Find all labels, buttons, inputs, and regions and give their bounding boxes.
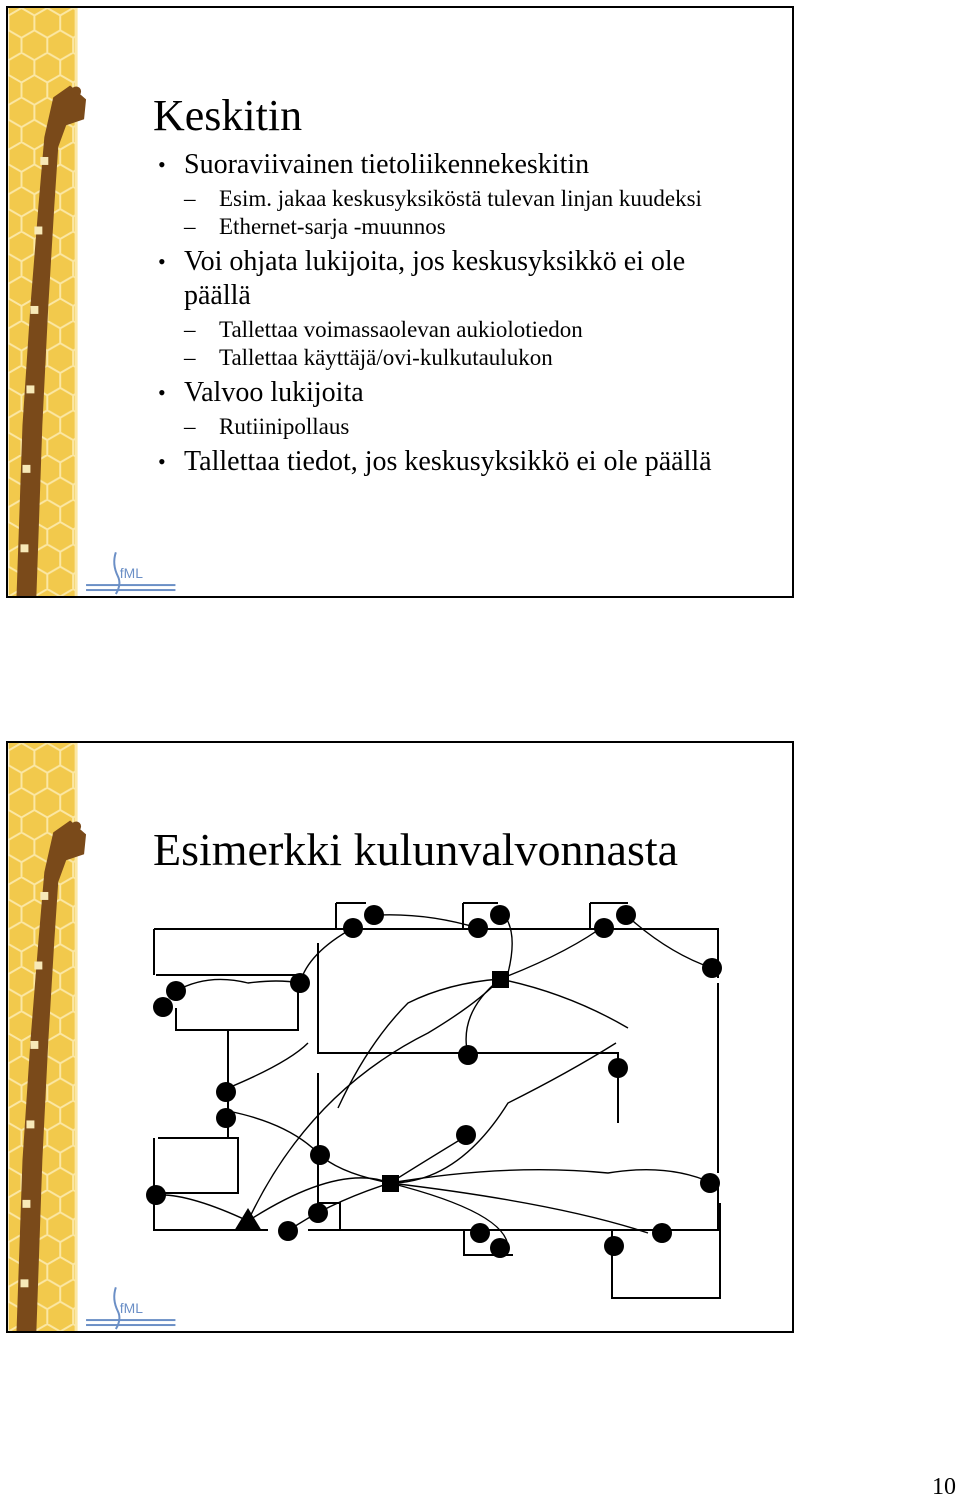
fml-logo	[86, 552, 175, 594]
hub-icon	[382, 1175, 399, 1192]
card-reader-icon	[700, 1173, 720, 1193]
central-unit-icon	[234, 1208, 262, 1231]
sub-bullet-item: – Tallettaa käyttäjä/ovi-kulkutaulukon	[184, 344, 758, 372]
card-reader-icon	[343, 918, 363, 938]
sub-bullet-list	[184, 413, 758, 441]
svg-text:fML: fML	[119, 565, 143, 582]
floorplan-walls	[154, 903, 720, 1298]
card-reader-icon	[216, 1108, 236, 1128]
bullet-text: Suoraviivainen tietoliikennekeskitin	[184, 149, 590, 180]
sub-bullet-list	[184, 185, 758, 241]
card-reader-icon	[490, 905, 510, 925]
slide-keskitin	[6, 6, 794, 598]
readers	[146, 905, 722, 1258]
bullet-item	[158, 445, 758, 479]
card-reader-icon	[490, 1238, 510, 1258]
sub-bullet-item: – Ethernet-sarja -muunnos	[184, 213, 758, 241]
hubs	[234, 971, 509, 1231]
bullet-item	[158, 245, 758, 372]
bullet-text: Valvoo lukijoita	[184, 377, 364, 408]
card-reader-icon	[146, 1185, 166, 1205]
card-reader-icon	[470, 1223, 490, 1243]
network-cabling	[156, 915, 712, 1248]
sub-bullet-item: – Rutiinipollaus	[184, 413, 758, 441]
bullet-item	[158, 148, 758, 241]
card-reader-icon	[290, 973, 310, 993]
card-reader-icon	[468, 918, 488, 938]
slide-esimerkki	[6, 741, 794, 1333]
card-reader-icon	[604, 1236, 624, 1256]
card-reader-icon	[308, 1203, 328, 1223]
card-reader-icon	[652, 1223, 672, 1243]
bullet-item	[158, 376, 758, 441]
card-reader-icon	[310, 1145, 330, 1165]
card-reader-icon	[216, 1082, 236, 1102]
slide-title: Esimerkki kulunvalvonnasta	[153, 824, 679, 875]
sub-bullet-item: – Tallettaa voimassaolevan aukiolotiedon	[184, 316, 758, 344]
bullet-text: Voi ohjata lukijoita, jos keskusyksikkö ei ole päällä	[184, 246, 686, 311]
card-reader-icon	[608, 1058, 628, 1078]
bullet-list	[158, 148, 758, 479]
card-reader-icon	[616, 905, 636, 925]
card-reader-icon	[702, 958, 722, 978]
card-reader-icon	[458, 1045, 478, 1065]
card-reader-icon	[456, 1125, 476, 1145]
card-reader-icon	[594, 918, 614, 938]
card-reader-icon	[153, 997, 173, 1017]
page-number: 10	[932, 1474, 956, 1500]
hub-icon	[492, 971, 509, 988]
sub-bullet-item: – Esim. jakaa keskusyksiköstä tulevan linjan kuudeksi	[184, 185, 758, 213]
sub-bullet-list	[184, 316, 758, 372]
card-reader-icon	[364, 905, 384, 925]
slide-title: Keskitin	[153, 91, 303, 140]
access-control-floorplan-diagram	[8, 743, 794, 1333]
bullet-text: Tallettaa tiedot, jos keskusyksikkö ei ole päällä	[184, 446, 712, 477]
card-reader-icon	[278, 1221, 298, 1241]
card-reader-icon	[166, 981, 186, 1001]
svg-text:fML: fML	[119, 1300, 143, 1317]
